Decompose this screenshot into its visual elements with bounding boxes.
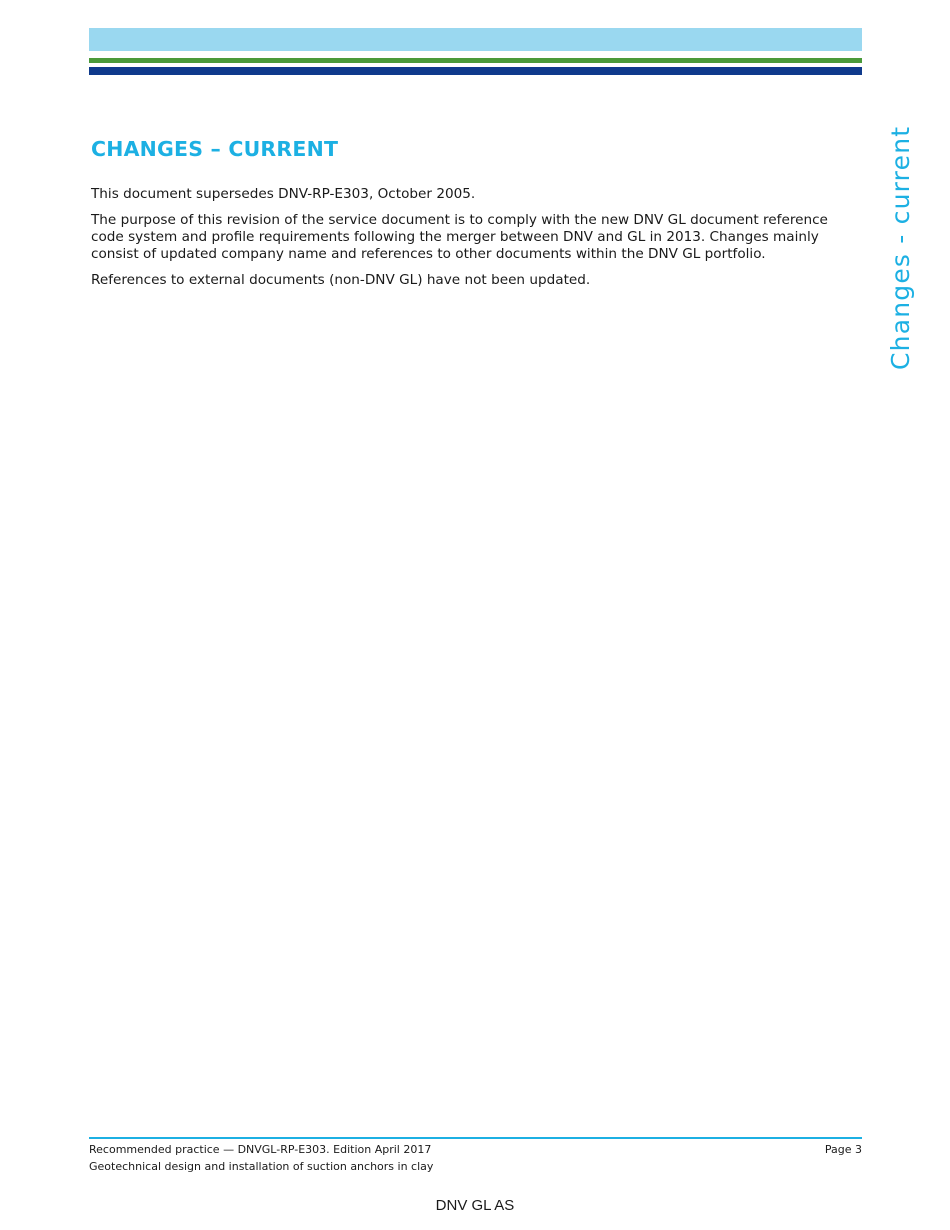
footer-page-number: Page 3 — [824, 1143, 862, 1156]
side-section-label: Changes - current — [886, 125, 915, 370]
footer-title-line: Geotechnical design and installation of suction anchors in clay — [89, 1160, 434, 1173]
header-band-light-blue — [89, 28, 862, 51]
page-title: CHANGES – CURRENT — [91, 137, 339, 161]
header-band-navy — [89, 67, 862, 75]
header-band-green — [89, 58, 862, 63]
body-content — [91, 186, 861, 298]
paragraph-purpose: The purpose of this revision of the service document is to comply with the new DNV GL document reference code system and profile requirements following the merger between DNV and GL in 2013. Changes mainly consist of updated company name and references to other documents within the DNV GL portfolio. — [91, 212, 828, 262]
company-name: DNV GL AS — [435, 1197, 515, 1214]
footer-document-line: Recommended practice — DNVGL-RP-E303. Edition April 2017 — [89, 1143, 432, 1156]
footer-divider — [89, 1137, 862, 1139]
paragraph-references: References to external documents (non-DNV GL) have not been updated. — [91, 272, 591, 288]
paragraph-supersedes: This document supersedes DNV-RP-E303, October 2005. — [91, 186, 476, 202]
